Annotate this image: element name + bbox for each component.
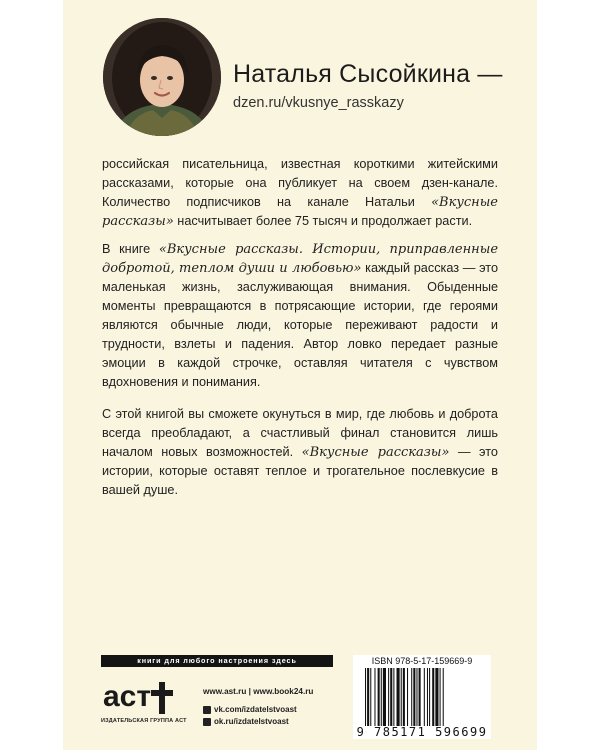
author-dzen-link[interactable]: dzen.ru/vkusnye_rasskazy bbox=[233, 95, 404, 111]
bio-text-part-2: насчитывает более 75 тысяч и продолжает расти. bbox=[173, 214, 473, 228]
book-title-handwritten: «Вкусные рассказы. Истории, приправленные добротой, теплом души и любовью» bbox=[102, 242, 499, 276]
closing-text-part-1: С этой книгой вы сможете окунуться в мир, где любовь и доброта всегда преобладают, а счастливый финал становится лишь началом новых возможностей. bbox=[102, 407, 498, 459]
barcode-bar bbox=[435, 668, 438, 726]
author-photo bbox=[103, 18, 221, 136]
barcode-bar bbox=[411, 668, 412, 726]
publisher-slogan-bar: книги для любого настроения здесь bbox=[101, 655, 333, 667]
barcode-bar bbox=[440, 668, 441, 726]
isbn-label: ISBN 978-5-17-159669-9 bbox=[371, 656, 473, 666]
closing-text-part-2: — это истории, которые оставят теплое и трогательное послевкусие в вашей душе. bbox=[102, 445, 498, 497]
barcode-bar bbox=[424, 668, 425, 726]
closing-paragraph bbox=[102, 405, 498, 500]
publisher-caption: ИЗДАТЕЛЬСКАЯ ГРУППА АСТ bbox=[101, 718, 187, 724]
barcode-bar bbox=[416, 668, 417, 726]
barcode-bar bbox=[443, 668, 444, 726]
author-portrait-illustration bbox=[103, 18, 221, 136]
barcode-bar bbox=[427, 668, 428, 726]
book-description-paragraph bbox=[102, 240, 498, 392]
book-short-title-handwritten: «Вкусные рассказы» bbox=[301, 445, 450, 460]
barcode-bar bbox=[429, 668, 430, 726]
barcode-graphic bbox=[365, 668, 483, 726]
bio-text-part-1: российская писательница, известная короткими житейскими рассказами, которые она публикует на своем дзен-канале. Количество подписчиков на канале Натальи bbox=[102, 157, 498, 209]
social-links bbox=[203, 704, 297, 728]
barcode-bar bbox=[388, 668, 389, 726]
publisher-websites[interactable]: www.ast.ru | www.book24.ru bbox=[203, 687, 314, 696]
channel-title-handwritten: «Вкусные рассказы» bbox=[102, 195, 498, 229]
vk-link[interactable]: vk.com/izdatelstvoast bbox=[214, 705, 297, 714]
barcode-bar bbox=[374, 668, 375, 726]
ok-icon bbox=[203, 718, 211, 726]
barcode-bar bbox=[419, 668, 421, 726]
vk-link-row[interactable] bbox=[203, 704, 297, 716]
barcode-bar bbox=[370, 668, 371, 726]
barcode-bar bbox=[365, 668, 366, 726]
barcode-bar bbox=[401, 668, 402, 726]
vk-icon bbox=[203, 706, 211, 714]
barcode-bar bbox=[432, 668, 434, 726]
ok-link-row[interactable] bbox=[203, 716, 297, 728]
barcode-bar bbox=[390, 668, 392, 726]
barcode-number: 9 785171 596699 bbox=[356, 725, 488, 739]
barcode-bar bbox=[413, 668, 415, 726]
barcode-bar bbox=[383, 668, 386, 726]
isbn-barcode-box bbox=[353, 655, 491, 739]
author-bio-paragraph bbox=[102, 155, 498, 231]
barcode-bar bbox=[367, 668, 369, 726]
description-text-part-1: В книге bbox=[102, 242, 159, 256]
author-name: Наталья Сысойкина — bbox=[233, 60, 503, 88]
book-back-cover bbox=[63, 0, 537, 750]
ast-logo-text: аст bbox=[103, 680, 152, 713]
ok-link[interactable]: ok.ru/izdatelstvoast bbox=[214, 717, 289, 726]
barcode-bar bbox=[403, 668, 405, 726]
barcode-bar bbox=[407, 668, 408, 726]
barcode-bar bbox=[378, 668, 380, 726]
description-text-part-2: каждый рассказ — это маленькая жизнь, заслуживающая внимания. Обыденные моменты превращаются в потрясающие истории, где героями являются обычные люди, которые переживают радости и трудности, взлеты и падения. Автор ловко передает разные эмоции в каждой строчке, оставляя читателя с чувством вдохновения и понимания. bbox=[102, 261, 498, 389]
barcode-bar bbox=[381, 668, 382, 726]
barcode-bar bbox=[397, 668, 400, 726]
barcode-bar bbox=[393, 668, 394, 726]
